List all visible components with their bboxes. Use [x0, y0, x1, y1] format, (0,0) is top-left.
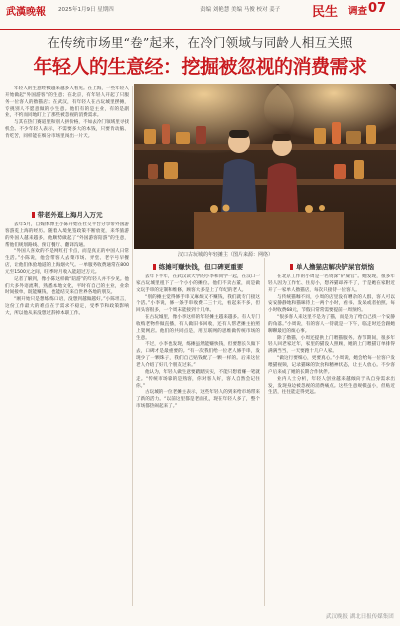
paragraph: 古玩城的一位老摊主表示，这些年轻人的到来给市场带来了新的活力。“以前这里都是老面孔，现在年轻人多了，整个市场都热闹起来了。”	[136, 390, 260, 410]
paragraph: 去年5月，自媒体博主小陈开始在社交平台分享带外国游客游览上海的经历。随着入境免签政策不断放宽，来华旅游的外国人越来越多，他顺势做起了“外国游客陪游”的生意，帮他们规划路线、预订餐厅、翻译沟通。	[5, 222, 129, 248]
column-2-body	[136, 274, 260, 606]
subhead-2	[136, 262, 260, 271]
paragraph: 与传统猫咖不同，小周的店里没有嘈杂的人群，客人可以安安静静地和猫咪待上一两个小时，看书、发呆或者拍照。每小时收费68元，节假日常常需要提前一周预约。	[268, 294, 395, 314]
subhead-text: 单人撸猫店解决铲屎官烦恼	[296, 263, 374, 271]
subhead-3	[268, 262, 396, 271]
subhead-marker	[32, 212, 35, 218]
paragraph: 他认为，年轻人做生意要踏踏实实，不能只想着赚一笔就走。“传统市场靠的是熟客，你对客人好，客人自然会记住你。”	[136, 369, 260, 389]
page-number: 07	[368, 1, 387, 16]
paragraph: “做这行要细心，更要真心。”小周说，她会给每一位客户发喂猫视频，记录猫咪的饮食和精神状态，让主人放心。不少客户后来成了她的长期合作伙伴。	[268, 356, 395, 375]
market-stall-photo	[134, 84, 396, 249]
paragraph: “别的摊主觉得修手串又麻烦又不赚钱，我们就专门接这个活。”小李说，修一条手串收费二三十元，看起来不多，但回头客很多，一个周末能接到十几单。	[136, 294, 260, 314]
article-kicker: 在传统市场里“卷”起来，在冷门领域与同龄人相互关照	[47, 35, 353, 50]
paragraph: 除了撸猫，小周还提供上门喂猫服务。春节期间，很多年轻人回老家过年，家里的猫没人照顾，她的上门喂猫订单排得满满当当，一天要跑十几户人家。	[268, 335, 395, 355]
section-name: 民生	[312, 5, 339, 20]
subhead-marker	[153, 264, 156, 270]
issue-date: 2025年1月9日 星期四	[58, 7, 114, 13]
column-1-intro	[5, 86, 129, 208]
subhead-marker	[290, 264, 293, 270]
footer-credit: 武汉晚报 湖北日报传媒集团	[326, 614, 394, 620]
newspaper-logo: 武漢晚報	[6, 7, 46, 18]
paragraph: “很多客人来这里不是为了猫，而是为了给自己找一个安静的角落。”小周说，有的客人一待就是一下午，临走时还会跟她聊聊最近的烦心事。	[268, 315, 395, 334]
column-rule	[264, 258, 265, 606]
paragraph: 记者了解到，像小陈这样做“陪游”的年轻人并不少见。他们大多外语流利，熟悉本地文化，平时有自己的主业，业余时间接单，既能赚钱，也能结交来自世界各地的朋友。	[5, 276, 129, 296]
subsection-name: 调查	[348, 6, 368, 17]
paragraph: 年轻人的生意经被越来越多人看见。在上海，一些年轻人开始做起“外国游客”的生意；在北京，有年轻人开起了只服务一位客人的撸猫店；在武汉，有年轻人在古玩城里摆摊，专挑别人不愿意做的小生意。他们有的是主业，有的是副业，不约而同地盯上了那些被忽视的消费需求。	[5, 86, 129, 119]
paragraph: 业内人士分析，年轻人创业越来越倾向于从自身需求出发，发现身边被忽视的消费痛点。这些生意规模虽小，但贴近生活，往往能走得更远。	[268, 376, 395, 396]
column-rule	[132, 86, 133, 606]
paragraph: 在古玩城里，像小李这样的年轻摊主越来越多。有人专门收购老物件做直播，有人做旧书回收，还有人帮老摊主拍照上架网店。他们的共同点是，用互联网的思维做传统市场的生意。	[136, 315, 260, 341]
subhead-1	[5, 210, 129, 219]
paragraph: “外国人喜欢的不是网红打卡点，而是真正的中国人日常生活。”小陈说，他会带客人去菜市场、弄堂、老字号早餐店，让他们体验地道的上海烟火气。一单服务收费通常在800元至1500元之间，旺季时月收入能超过万元。	[5, 249, 129, 275]
paragraph: 与其在热门赛道里和别人拼价格，不如去冷门领域里寻找机会。不少年轻人表示，不需要多大的本钱，只要肯动脑、肯吃苦，同样能在细分市场里闯出一片天。	[5, 120, 129, 139]
editor-credits: 责编 刘艳慧 美编 马俊 校对 姜子	[200, 7, 281, 13]
paragraph: “刚开始只是想练练口语，没想到越做越好。”小陈坦言，这份工作最大的难点在于需求不稳定，受季节和政策影响大，所以他从来没想过辞掉本职工作。	[5, 297, 129, 316]
masthead	[0, 0, 400, 30]
paragraph: 不过，小李也发现，练摊虽然能赚快钱，但要想长久做下去，口碑才是最重要的。“有一次我们给一位老人修手串，发现少了一颗珠子，我们自己贴钱配了一颗一样的。后来这位老人介绍了好几个朋友过来。”	[136, 342, 260, 368]
column-3-body	[268, 274, 395, 608]
subhead-text: 练摊可赚快钱，但口碑更重要	[158, 263, 244, 271]
paragraph: 在北京工作的小周是一名资深“铲屎官”。她发现，很多年轻人因为工作忙、住房小，想养猫却养不了，于是她在家附近开了一家单人撸猫店，每次只接待一位客人。	[268, 274, 395, 293]
paragraph: 去年下半年，在武汉读大学的小李和同学一起，在汉口一家古玩城里租下了一个小小的摊位。他们不卖古董，而是做文玩手串的定制和维修，顾客大多是上了年纪的老人。	[136, 274, 260, 293]
subhead-text: 带老外逛上海月入万元	[37, 211, 103, 219]
column-1-body	[5, 222, 129, 606]
photo-caption: 汉口古玩城的年轻摊主（图片来源：网络）	[178, 252, 274, 258]
photo-illustration	[134, 84, 396, 249]
article-headline: 年轻人的生意经：挖掘被忽视的消费需求	[33, 56, 367, 78]
